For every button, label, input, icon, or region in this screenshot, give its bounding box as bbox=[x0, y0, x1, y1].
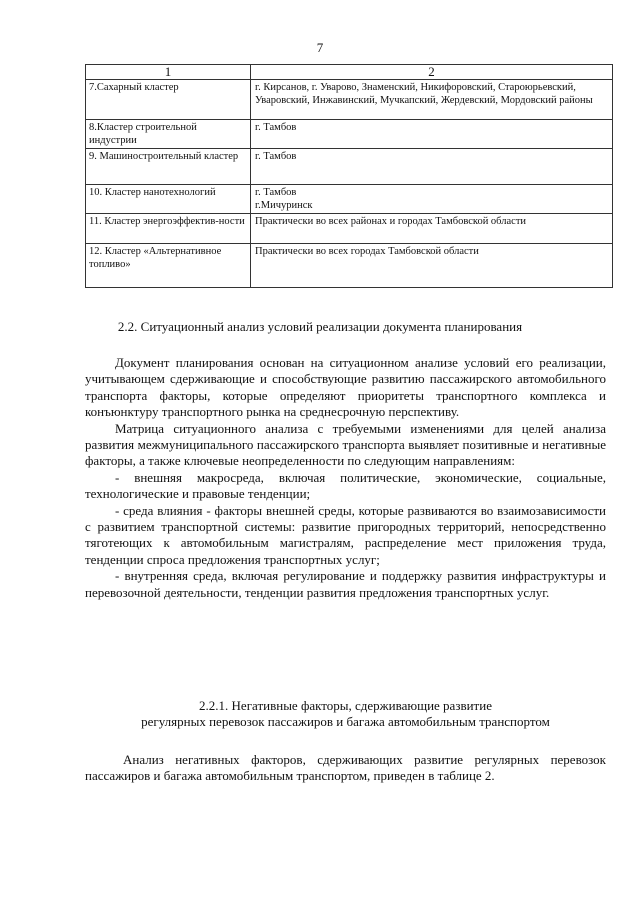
clusters-table bbox=[85, 64, 613, 288]
table-row bbox=[86, 214, 613, 244]
table-row bbox=[86, 185, 613, 214]
table-header-col-1: 1 bbox=[86, 65, 251, 80]
heading-line: 2.2.1. Негативные факторы, сдерживающие развитие bbox=[199, 698, 492, 713]
list-item: - внешняя макросреда, включая политические, экономические, социальные, технологические и правовые тенденции; bbox=[85, 469, 606, 502]
section-2-2-1-body bbox=[85, 752, 606, 785]
paragraph: Матрица ситуационного анализа с требуемыми изменениями для целей анализа развития межмуниципального пассажирского транспорта выявляет позитивные и негативные факторы, а также ключевые неопределенности по следующим направлениям: bbox=[85, 420, 606, 469]
list-item: - внутренняя среда, включая регулирование и поддержку развития инфраструктуры и перевозочной деятельности, тенденции развития предложения транспортных услуг. bbox=[85, 568, 606, 600]
table-header-row bbox=[86, 65, 613, 80]
table-row bbox=[86, 149, 613, 185]
table-row bbox=[86, 80, 613, 120]
section-2-2-body bbox=[85, 355, 606, 601]
cluster-name: 10. Кластер нанотехнологий bbox=[86, 185, 251, 214]
cluster-location: Практически во всех городах Тамбовской области bbox=[251, 244, 613, 288]
cluster-name: 11. Кластер энергоэффектив-ности bbox=[86, 214, 251, 244]
cluster-location: г. Кирсанов, г. Уварово, Знаменский, Никифоровский, Староюрьевский, Уваровский, Инжавинский, Мучкапский, Жердевский, Мордовский районы bbox=[251, 80, 613, 120]
page-number: 7 bbox=[316, 40, 324, 55]
cluster-location: г. Тамбов г.Мичуринск bbox=[251, 185, 613, 214]
section-2-2-heading: 2.2. Ситуационный анализ условий реализации документа планирования bbox=[117, 319, 523, 334]
section-2-2-1-heading bbox=[85, 698, 606, 731]
table-row bbox=[86, 120, 613, 149]
table-header-col-2: 2 bbox=[251, 65, 613, 80]
cluster-name: 12. Кластер «Альтернативное топливо» bbox=[86, 244, 251, 288]
heading-line: регулярных перевозок пассажиров и багажа автомобильным транспортом bbox=[141, 714, 550, 730]
cluster-location: г. Тамбов bbox=[251, 120, 613, 149]
cluster-name: 9. Машиностроительный кластер bbox=[86, 149, 251, 185]
cluster-name: 8.Кластер строительной индустрии bbox=[86, 120, 251, 149]
cluster-location: г. Тамбов bbox=[251, 149, 613, 185]
cluster-location: Практически во всех районах и городах Тамбовской области bbox=[251, 214, 613, 244]
paragraph: Документ планирования основан на ситуационном анализе условий его реализации, учитывающем сдерживающие и способствующие развитию пассажирского автомобильного транспорта факторы, которые определяют приоритеты транспортного комплекса и конъюнктуру транспортного рынка на среднесрочную перспективу. bbox=[85, 355, 606, 420]
table-row bbox=[86, 244, 613, 288]
list-item: - среда влияния - факторы внешней среды, которые развиваются во взаимозависимости с развитием транспортной системы: развитие пригородных территорий, непосредственно тяготеющих к автомобильным магистралям, распределение мест приложения труда, тенденции спроса предложения транспортных услуг; bbox=[85, 502, 606, 567]
paragraph: Анализ негативных факторов, сдерживающих развитие регулярных перевозок пассажиров и багажа автомобильным транспортом, приведен в таблице 2. bbox=[85, 752, 606, 784]
cluster-name: 7.Сахарный кластер bbox=[86, 80, 251, 120]
